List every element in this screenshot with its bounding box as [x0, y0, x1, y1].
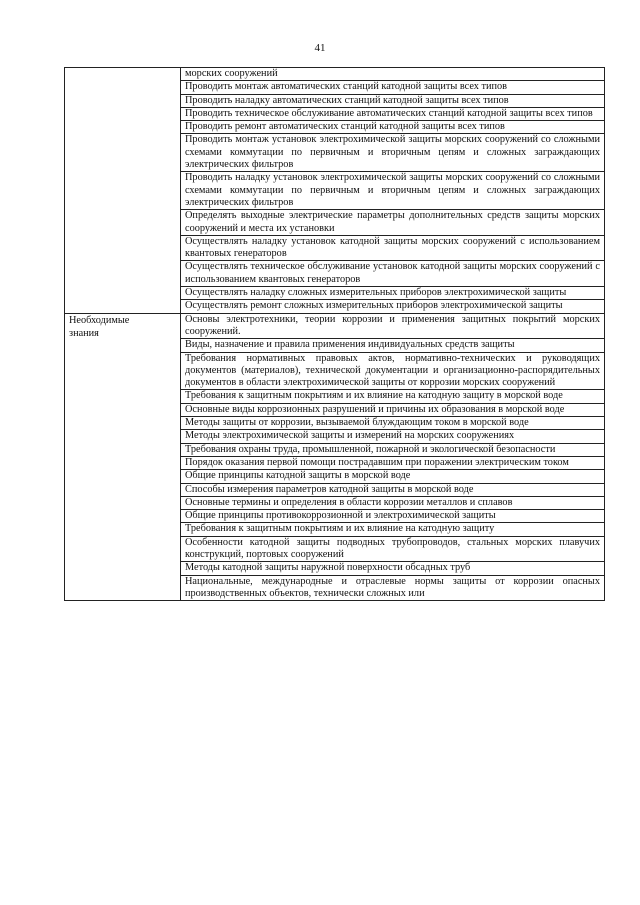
skill-item: Проводить техническое обслуживание автоматических станций катодной защиты всех типов: [181, 107, 605, 120]
skill-item: морских сооружений: [181, 68, 605, 81]
page-number: 41: [314, 42, 326, 54]
knowledge-item: Методы электрохимической защиты и измерений на морских сооружениях: [181, 430, 605, 443]
knowledge-item: Требования к защитным покрытиям и их влияние на катодную защиту: [181, 523, 605, 536]
knowledge-item: Основные термины и определения в области коррозии металлов и сплавов: [181, 496, 605, 509]
knowledge-item: Требования нормативных правовых актов, нормативно-технических и руководящих документов (материалов), технической документации и организационно-распорядительных документов в области электрохимической защиты от коррозии морских сооружений: [181, 352, 605, 390]
skill-item: Проводить наладку автоматических станций катодной защиты всех типов: [181, 94, 605, 107]
skill-item: Проводить монтаж установок электрохимической защиты морских сооружений со сложными схемами коммутации по первичным и вторичным цепям и сложных заграждающих электрических фильтров: [181, 134, 605, 172]
knowledge-item: Основы электротехники, теории коррозии и применения защитных покрытий морских сооружений.: [181, 313, 605, 339]
skill-item: Проводить наладку установок электрохимической защиты морских сооружений со сложными схемами коммутации по первичным и вторичным цепям и сложных заграждающих электрических фильтров: [181, 172, 605, 210]
knowledge-item: Основные виды коррозионных разрушений и причины их образования в морской воде: [181, 403, 605, 416]
skill-item: Осуществлять наладку установок катодной защиты морских сооружений с использованием квантовых генераторов: [181, 235, 605, 261]
knowledge-label-cell: [65, 313, 181, 601]
knowledge-label-line: знания: [69, 327, 99, 339]
skill-item: Осуществлять ремонт сложных измерительных приборов электрохимической защиты: [181, 300, 605, 313]
knowledge-item: Общие принципы катодной защиты в морской воде: [181, 470, 605, 483]
knowledge-item: Требования к защитным покрытиям и их влияние на катодную защиту в морской воде: [181, 390, 605, 403]
skills-label-cell: [65, 68, 181, 314]
knowledge-item: Методы защиты от коррозии, вызываемой блуждающим током в морской воде: [181, 417, 605, 430]
knowledge-label-line: Необходимые: [69, 314, 130, 326]
knowledge-item: Способы измерения параметров катодной защиты в морской воде: [181, 483, 605, 496]
knowledge-item: Особенности катодной защиты подводных трубопроводов, стальных морских плавучих конструкций, портовых сооружений: [181, 536, 605, 562]
skill-item: Проводить монтаж автоматических станций катодной защиты всех типов: [181, 81, 605, 94]
qualification-table: [64, 67, 605, 601]
table-row: [65, 313, 605, 339]
skill-item: Осуществлять техническое обслуживание установок катодной защиты морских сооружений с использованием квантовых генераторов: [181, 261, 605, 287]
knowledge-item: Национальные, международные и отраслевые нормы защиты от коррозии опасных производственных объектов, технически сложных или: [181, 575, 605, 601]
skill-item: Осуществлять наладку сложных измерительных приборов электрохимической защиты: [181, 287, 605, 300]
knowledge-item: Требования охраны труда, промышленной, пожарной и экологической безопасности: [181, 443, 605, 456]
knowledge-item: Общие принципы противокоррозионной и электрохимической защиты: [181, 510, 605, 523]
knowledge-item: Порядок оказания первой помощи пострадавшим при поражении электрическим током: [181, 456, 605, 469]
skill-item: Определять выходные электрические параметры дополнительных средств защиты морских сооружений и места их установки: [181, 210, 605, 236]
table-row: [65, 68, 605, 81]
skill-item: Проводить ремонт автоматических станций катодной защиты всех типов: [181, 121, 605, 134]
knowledge-item: Виды, назначение и правила применения индивидуальных средств защиты: [181, 339, 605, 352]
knowledge-item: Методы катодной защиты наружной поверхности обсадных труб: [181, 562, 605, 575]
